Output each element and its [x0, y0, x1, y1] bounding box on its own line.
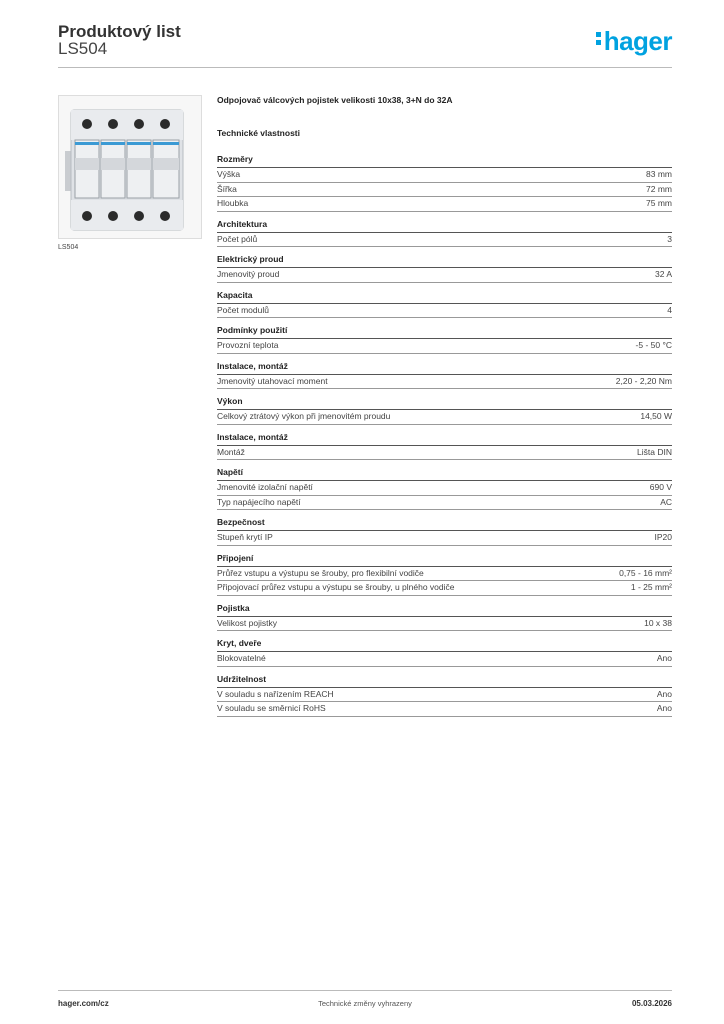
product-title: Odpojovač válcových pojistek velikosti 10x38, 3+N do 32A — [217, 95, 453, 105]
spec-group — [217, 325, 672, 354]
spec-value: 72 mm — [646, 183, 672, 194]
spec-label: Průřez vstupu a výstupu se šrouby, pro flexibilní vodiče — [217, 567, 424, 578]
spec-value: 3 — [667, 233, 672, 244]
spec-label: Připojovací průřez vstupu a výstupu se šrouby, u plného vodiče — [217, 582, 455, 592]
spec-value: 83 mm — [646, 169, 672, 179]
header-divider — [58, 67, 672, 68]
spec-group-title: Rozměry — [217, 154, 672, 168]
spec-value: -5 - 50 °C — [635, 340, 672, 350]
spec-group — [217, 154, 672, 212]
spec-label: Počet pólů — [217, 233, 258, 244]
fuse-disconnector-image — [59, 96, 201, 238]
spec-label: Blokovatelné — [217, 653, 266, 663]
logo-dots-icon — [596, 32, 603, 48]
spec-row — [217, 446, 672, 461]
section-heading: Technické vlastnosti — [217, 128, 300, 138]
spec-value: 2,20 - 2,20 Nm — [615, 375, 672, 386]
spec-group-title: Výkon — [217, 396, 672, 410]
spec-label: Stupeň krytí IP — [217, 532, 273, 542]
spec-label: Jmenovitý utahovací moment — [217, 375, 328, 386]
spec-group — [217, 517, 672, 546]
spec-group — [217, 361, 672, 390]
footer-website-link[interactable]: hager.com/cz — [58, 999, 109, 1008]
document-type: Produktový list — [58, 22, 181, 41]
spec-label: Hloubka — [217, 198, 249, 208]
spec-label: V souladu se směrnicí RoHS — [217, 703, 326, 713]
footer-date: 05.03.2026 — [631, 999, 672, 1008]
spec-row — [217, 496, 672, 511]
spec-row — [217, 702, 672, 717]
spec-group — [217, 638, 672, 667]
spec-group — [217, 290, 672, 319]
spec-label: Výška — [217, 169, 241, 179]
spec-label: Jmenovité izolační napětí — [217, 482, 313, 492]
spec-row — [217, 197, 672, 212]
spec-row — [217, 268, 672, 283]
spec-group-title: Instalace, montáž — [217, 432, 672, 446]
spec-group — [217, 674, 672, 717]
spec-value: 1 - 25 mm² — [630, 582, 672, 592]
spec-group-title: Napětí — [217, 467, 672, 481]
spec-row — [217, 375, 672, 390]
spec-value: IP20 — [654, 532, 672, 542]
spec-row — [217, 168, 672, 183]
spec-row — [217, 233, 672, 248]
spec-value: Lišta DIN — [637, 446, 672, 457]
spec-row — [217, 481, 672, 496]
spec-row — [217, 617, 672, 632]
spec-group — [217, 603, 672, 632]
spec-row — [217, 688, 672, 703]
spec-label: Typ napájecího napětí — [217, 496, 301, 507]
spec-value: Ano — [656, 703, 672, 713]
spec-group-title: Udržitelnost — [217, 674, 672, 688]
spec-value: 75 mm — [646, 198, 672, 208]
spec-value: 4 — [667, 304, 672, 315]
spec-label: Provozní teplota — [217, 340, 279, 350]
spec-group — [217, 553, 672, 596]
spec-value: Ano — [656, 653, 672, 663]
spec-row — [217, 567, 672, 582]
spec-group-title: Instalace, montáž — [217, 361, 672, 375]
image-caption: LS504 — [58, 244, 79, 251]
spec-group-title: Podmínky použití — [217, 325, 672, 339]
spec-group-title: Připojení — [217, 553, 672, 567]
spec-label: Velikost pojistky — [217, 617, 277, 628]
spec-group-title: Bezpečnost — [217, 517, 672, 531]
page-header — [58, 20, 672, 70]
spec-group-title: Kapacita — [217, 290, 672, 304]
spec-group — [217, 432, 672, 461]
spec-group — [217, 254, 672, 283]
spec-row — [217, 339, 672, 354]
spec-row — [217, 652, 672, 667]
spec-group-title: Pojistka — [217, 603, 672, 617]
footer-disclaimer: Technické změny vyhrazeny — [318, 999, 412, 1008]
spec-value: 14,50 W — [640, 411, 672, 421]
spec-value: AC — [660, 496, 672, 507]
spec-value: 0,75 - 16 mm² — [619, 567, 672, 578]
page-footer — [58, 990, 672, 1008]
spec-row — [217, 581, 672, 596]
product-code: LS504 — [58, 39, 108, 58]
spec-value: 690 V — [649, 482, 672, 492]
spec-label: Celkový ztrátový výkon při jmenovitém proudu — [217, 411, 391, 421]
spec-group-title: Elektrický proud — [217, 254, 672, 268]
spec-label: Šířka — [217, 183, 237, 194]
spec-row — [217, 304, 672, 319]
specifications — [217, 95, 672, 724]
spec-row — [217, 183, 672, 198]
spec-row — [217, 531, 672, 546]
spec-value: 10 x 38 — [644, 617, 672, 628]
product-image — [58, 95, 202, 239]
logo-text: hager — [603, 26, 672, 56]
spec-label: Počet modulů — [217, 304, 269, 315]
spec-value: 32 A — [654, 269, 672, 279]
spec-label: Jmenovitý proud — [217, 269, 280, 279]
spec-group — [217, 219, 672, 248]
spec-label: Montáž — [217, 446, 245, 457]
spec-group-title: Kryt, dveře — [217, 638, 672, 652]
spec-group — [217, 467, 672, 510]
spec-row — [217, 410, 672, 425]
spec-group-title: Architektura — [217, 219, 672, 233]
spec-group — [217, 396, 672, 425]
spec-groups — [217, 154, 672, 717]
spec-label: V souladu s nařízením REACH — [217, 688, 334, 699]
hager-logo[interactable] — [596, 26, 672, 57]
spec-value: Ano — [656, 688, 672, 699]
